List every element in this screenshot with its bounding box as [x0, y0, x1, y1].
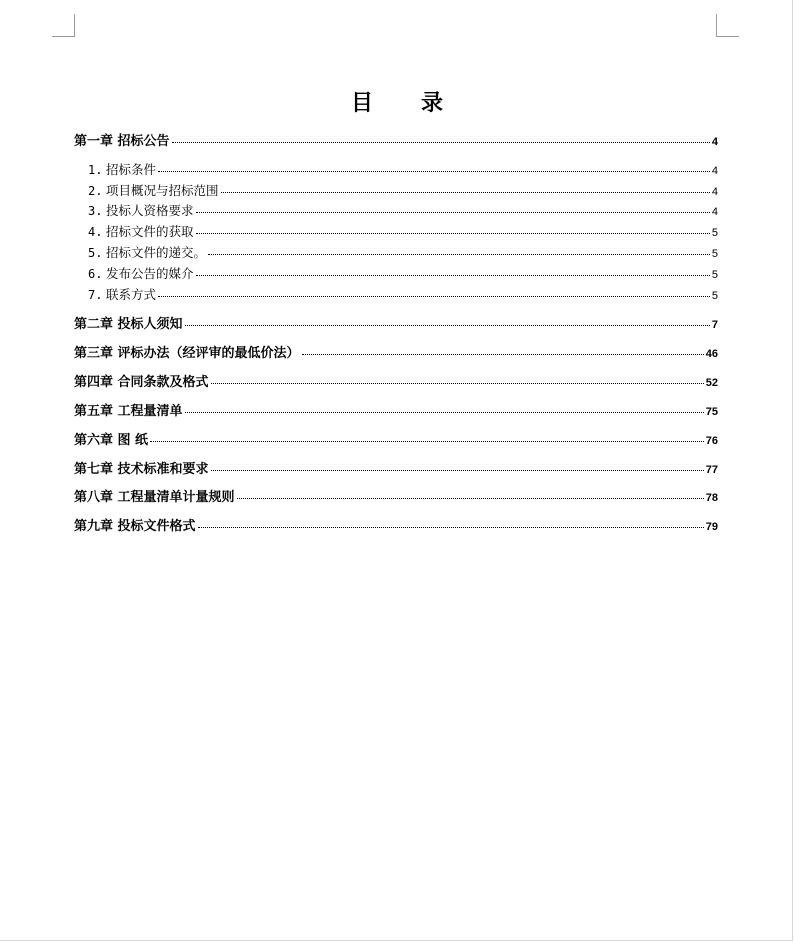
toc-entry-label: 招标文件的递交。: [106, 245, 207, 260]
toc-entry-section-7[interactable]: [88, 285, 718, 303]
leader-dots: [237, 498, 704, 499]
toc-entry-page: 5: [711, 269, 718, 281]
toc-entry-page: 4: [711, 165, 718, 177]
section-number: 2.: [88, 184, 103, 198]
leader-dots: [198, 527, 704, 528]
leader-dots: [158, 296, 710, 297]
toc-entry-chapter-1[interactable]: [74, 130, 718, 149]
section-number: 1.: [88, 163, 103, 177]
leader-dots: [158, 171, 710, 172]
section-number: 7.: [88, 288, 103, 302]
toc-title-part1: 目: [350, 91, 373, 116]
toc-entry-chapter-8[interactable]: [74, 486, 718, 505]
toc-entry-page: 4: [711, 136, 718, 148]
section-number: 5.: [88, 246, 103, 260]
toc-entry-page: 7: [711, 319, 718, 331]
toc-title-part2: 录: [421, 91, 444, 116]
leader-dots: [185, 325, 710, 326]
toc-entry-label: 第三章 评标办法（经评审的最低价法）: [74, 346, 300, 361]
toc-entry-page: 5: [711, 290, 718, 302]
toc-entry-page: 4: [711, 206, 718, 218]
toc-entry-chapter-9[interactable]: [74, 515, 718, 534]
toc-entry-label: 项目概况与招标范围: [106, 183, 219, 198]
leader-dots: [150, 441, 704, 442]
leader-dots: [221, 192, 710, 193]
leader-dots: [172, 142, 710, 143]
toc-entry-chapter-6[interactable]: [74, 429, 718, 448]
leader-dots: [196, 212, 710, 213]
toc-entry-label: 第二章 投标人须知: [74, 317, 183, 332]
page-corner-mark-top-left: [52, 14, 75, 37]
toc-entry-label: 第七章 技术标准和要求: [74, 462, 209, 477]
toc-entry-label: 第九章 投标文件格式: [74, 519, 196, 534]
section-number: 6.: [88, 267, 103, 281]
toc-entry-page: 4: [711, 186, 718, 198]
toc-entry-label: 第八章 工程量清单计量规则: [74, 490, 235, 505]
toc-entry-page: 5: [711, 227, 718, 239]
toc-entry-chapter-5[interactable]: [74, 400, 718, 419]
toc-entry-page: 46: [705, 348, 718, 360]
toc-entry-chapter-4[interactable]: [74, 371, 718, 390]
toc-entry-chapter-7[interactable]: [74, 458, 718, 477]
toc-entry-label: 第一章 招标公告: [74, 134, 170, 149]
toc-entry-page: 52: [705, 377, 718, 389]
toc-entry-label: 第四章 合同条款及格式: [74, 375, 209, 390]
toc-entry-label: 投标人资格要求: [106, 203, 194, 218]
toc-title: [0, 86, 794, 117]
toc-entry-section-2[interactable]: [88, 181, 718, 199]
toc-entry-page: 79: [705, 521, 718, 533]
toc-entry-section-1[interactable]: [88, 160, 718, 178]
leader-dots: [302, 354, 704, 355]
toc-entry-label: 第六章 图 纸: [74, 433, 149, 448]
page-corner-mark-top-right: [716, 14, 739, 37]
leader-dots: [185, 412, 704, 413]
toc-entry-label: 发布公告的媒介: [106, 266, 194, 281]
toc-entry-page: 75: [705, 406, 718, 418]
toc-entry-chapter-3[interactable]: [74, 342, 718, 361]
toc-entry-label: 招标条件: [106, 162, 157, 177]
toc-entry-label: 招标文件的获取: [106, 224, 194, 239]
toc-entry-page: 76: [705, 435, 718, 447]
section-number: 4.: [88, 225, 103, 239]
leader-dots: [211, 470, 704, 471]
leader-dots: [196, 275, 710, 276]
toc-entry-section-6[interactable]: [88, 264, 718, 282]
leader-dots: [196, 233, 710, 234]
toc-entry-label: 联系方式: [106, 287, 157, 302]
section-number: 3.: [88, 204, 103, 218]
leader-dots: [211, 383, 704, 384]
leader-dots: [208, 254, 710, 255]
toc-entry-section-4[interactable]: [88, 222, 718, 240]
toc-entry-page: 78: [705, 492, 718, 504]
toc-entry-page: 5: [711, 248, 718, 260]
toc-entry-label: 第五章 工程量清单: [74, 404, 183, 419]
toc-entry-section-5[interactable]: [88, 243, 718, 261]
toc-entry-page: 77: [705, 464, 718, 476]
toc-entry-section-3[interactable]: [88, 201, 718, 219]
toc-entry-chapter-2[interactable]: [74, 313, 718, 332]
